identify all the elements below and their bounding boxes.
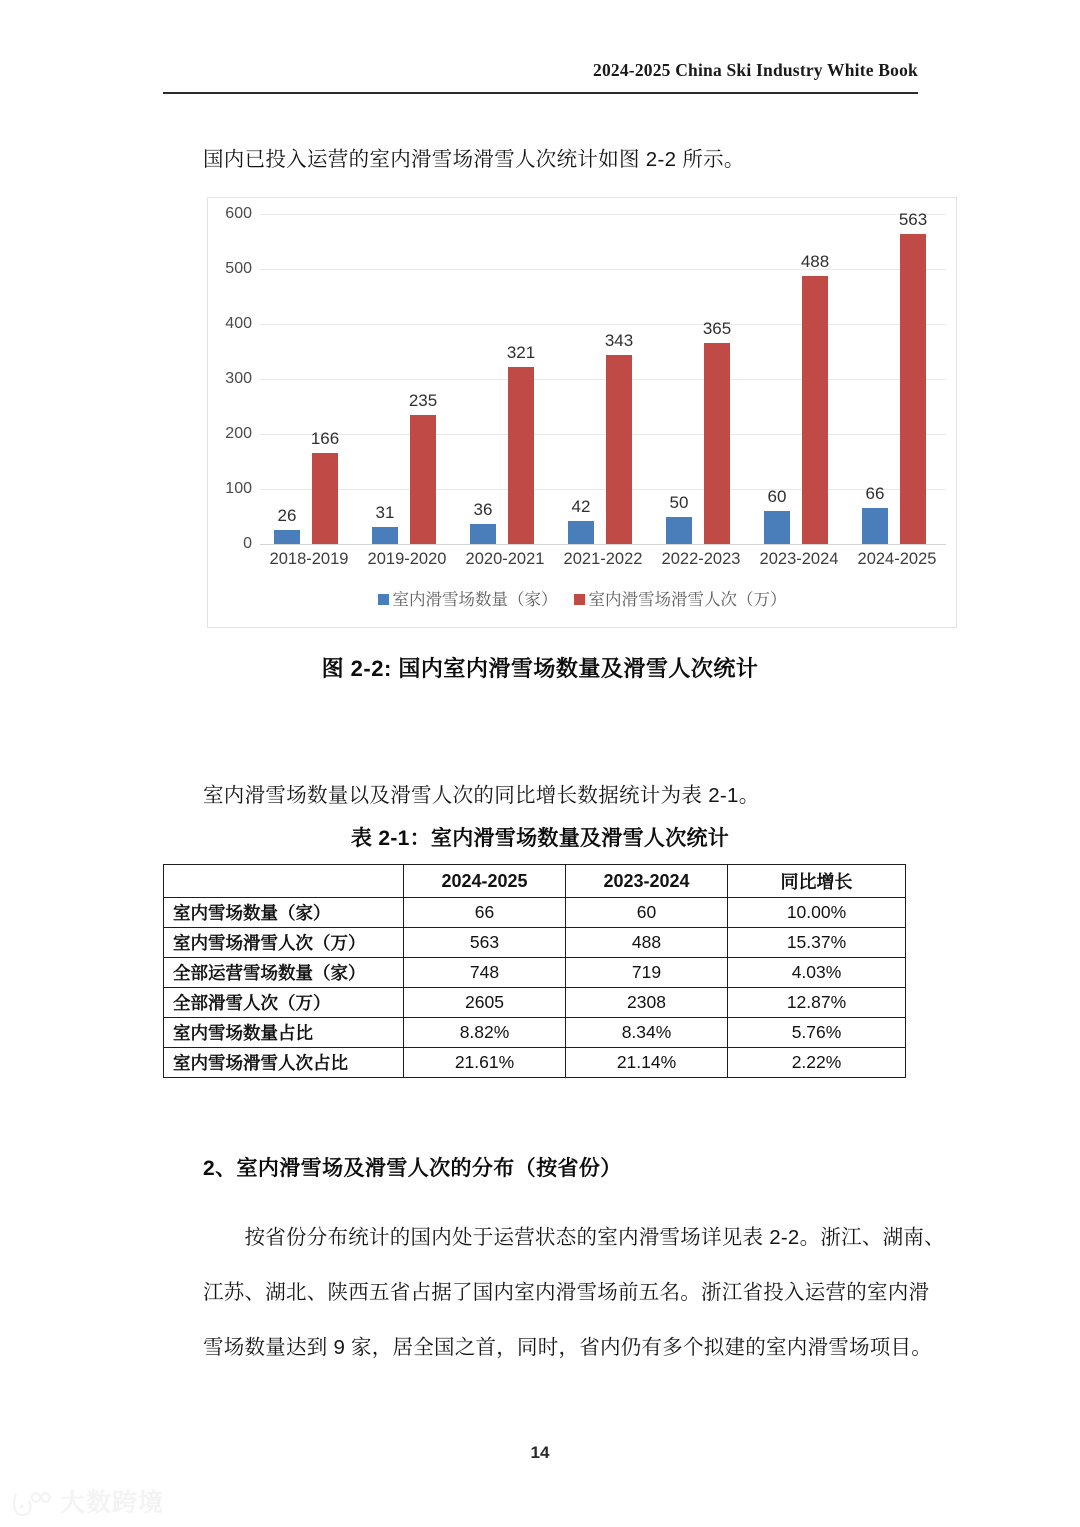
figure-caption: 图 2-2: 国内室内滑雪场数量及滑雪人次统计 [321,656,759,681]
bar-group [750,214,848,544]
table-row [164,958,906,988]
header-divider [163,92,918,94]
bar-venue-count [470,524,496,544]
bar-value-label: 42 [571,496,591,516]
bar-venue-count [568,521,594,544]
x-axis-tick-label: 2024-2025 [857,550,937,568]
bar-venue-count [274,530,300,544]
legend-swatch [574,594,585,605]
bar-value-label: 321 [506,343,536,363]
table-header-cell-blank [164,865,404,898]
bar-value-label: 50 [669,492,689,512]
bar-group [456,214,554,544]
table-cell-row-label: 全部滑雪人次（万） [164,988,404,1018]
table-cell-previous: 21.14% [566,1048,728,1078]
table-cell-current: 8.82% [404,1018,566,1048]
table-row [164,928,906,958]
table-row [164,898,906,928]
y-axis-tick-label: 400 [225,315,252,332]
table-cell-growth: 5.76% [728,1018,906,1048]
table-cell-previous: 2308 [566,988,728,1018]
table-cell-previous: 488 [566,928,728,958]
table-cell-growth: 12.87% [728,988,906,1018]
table-cell-previous: 8.34% [566,1018,728,1048]
bar-visit-count [606,355,632,544]
watermark-text: 大数跨境 [60,1488,165,1517]
page-header-title: 2024-2025 China Ski Industry White Book [593,60,918,80]
table-header-cell-current: 2024-2025 [404,865,566,898]
chart-legend [208,586,956,610]
y-axis-tick-label: 600 [225,205,252,222]
legend-label: 室内滑雪场数量（家） [392,591,558,609]
bar-value-label: 365 [702,319,732,339]
bar-value-label: 31 [375,502,395,522]
table-cell-current: 66 [404,898,566,928]
watermark [12,1483,164,1523]
table-header-cell-growth: 同比增长 [728,865,906,898]
bar-visit-count [802,276,828,544]
bar-venue-count [764,511,790,544]
table-header-row [164,865,906,898]
table-header-cell-previous: 2023-2024 [566,865,728,898]
chart-plot-area [225,205,946,552]
table-caption: 表 2-1：室内滑雪场数量及滑雪人次统计 [350,827,730,850]
bar-visit-count [312,453,338,544]
bar-value-label: 488 [800,251,830,271]
table-cell-current: 563 [404,928,566,958]
body-paragraph-line: 按省份分布统计的国内处于运营状态的室内滑雪场详见表 2-2。浙江、湖南、 [203,1226,945,1249]
gridline [260,544,946,545]
legend-item [574,586,787,610]
y-axis-tick-label: 200 [225,425,252,442]
table-cell-growth: 2.22% [728,1048,906,1078]
legend-item [378,586,558,610]
table-row [164,1048,906,1078]
table-cell-row-label: 室内雪场滑雪人次占比 [164,1048,404,1078]
table-cell-growth: 15.37% [728,928,906,958]
bar-venue-count [666,517,692,545]
bar-visit-count [704,343,730,544]
legend-swatch [378,594,389,605]
intro-paragraph: 国内已投入运营的室内滑雪场滑雪人次统计如图 2-2 所示。 [203,148,745,171]
x-axis-tick-label: 2019-2020 [367,550,447,568]
bar-group [652,214,750,544]
bar-value-label: 60 [767,487,787,506]
watermark-logo-icon [12,1488,54,1518]
bar-group [848,210,946,544]
bar-group [260,214,358,544]
body-paragraph [203,1210,945,1375]
bar-group [554,214,652,544]
table-cell-previous: 719 [566,958,728,988]
y-axis-tick-label: 500 [225,260,252,277]
table-intro-paragraph: 室内滑雪场数量以及滑雪人次的同比增长数据统计为表 2-1。 [203,784,760,807]
table-cell-row-label: 室内雪场滑雪人次（万） [164,928,404,958]
body-paragraph-line: 江苏、湖北、陕西五省占据了国内室内滑雪场前五名。浙江省投入运营的室内滑 [203,1281,930,1304]
x-axis-tick-label: 2021-2022 [563,550,643,568]
y-axis-tick-label: 0 [243,535,252,552]
legend-label: 室内滑雪场滑雪人次（万） [588,591,787,609]
table-cell-row-label: 室内雪场数量占比 [164,1018,404,1048]
bar-value-label: 66 [865,483,885,503]
y-axis-tick-label: 300 [225,370,252,387]
table-cell-growth: 10.00% [728,898,906,928]
bar-value-label: 235 [408,390,438,410]
x-axis-tick-label: 2023-2024 [759,550,839,568]
table-cell-current: 748 [404,958,566,988]
bar-group [358,214,456,544]
x-axis-tick-label: 2018-2019 [269,550,349,568]
table-cell-row-label: 室内雪场数量（家） [164,898,404,928]
indoor-ski-bar-chart [207,197,957,628]
x-axis-tick-label: 2020-2021 [465,550,545,568]
bar-value-label: 26 [277,505,297,525]
bar-visit-count [508,367,534,544]
table-cell-row-label: 全部运营雪场数量（家） [164,958,404,988]
bar-visit-count [410,415,436,544]
bar-venue-count [862,508,888,544]
chart-x-axis-labels [260,550,946,578]
indoor-ski-stats-table [163,864,906,1078]
bar-visit-count [900,234,926,544]
y-axis-tick-label: 100 [225,480,252,497]
section-heading: 2、室内滑雪场及滑雪人次的分布（按省份） [203,1157,622,1180]
bar-value-label: 563 [898,210,928,230]
table-cell-growth: 4.03% [728,958,906,988]
table-row [164,1018,906,1048]
page-number: 14 [530,1443,550,1462]
page-header [163,60,918,86]
table-row [164,988,906,1018]
bar-value-label: 343 [604,331,634,351]
x-axis-tick-label: 2022-2023 [661,550,741,568]
table-cell-current: 2605 [404,988,566,1018]
chart-bars-layer [260,210,946,544]
table-cell-current: 21.61% [404,1048,566,1078]
table-cell-previous: 60 [566,898,728,928]
bar-value-label: 36 [473,500,493,520]
body-paragraph-line: 雪场数量达到 9 家，居全国之首，同时，省内仍有多个拟建的室内滑雪场项目。 [203,1336,933,1359]
bar-venue-count [372,527,398,544]
bar-value-label: 166 [310,428,340,448]
